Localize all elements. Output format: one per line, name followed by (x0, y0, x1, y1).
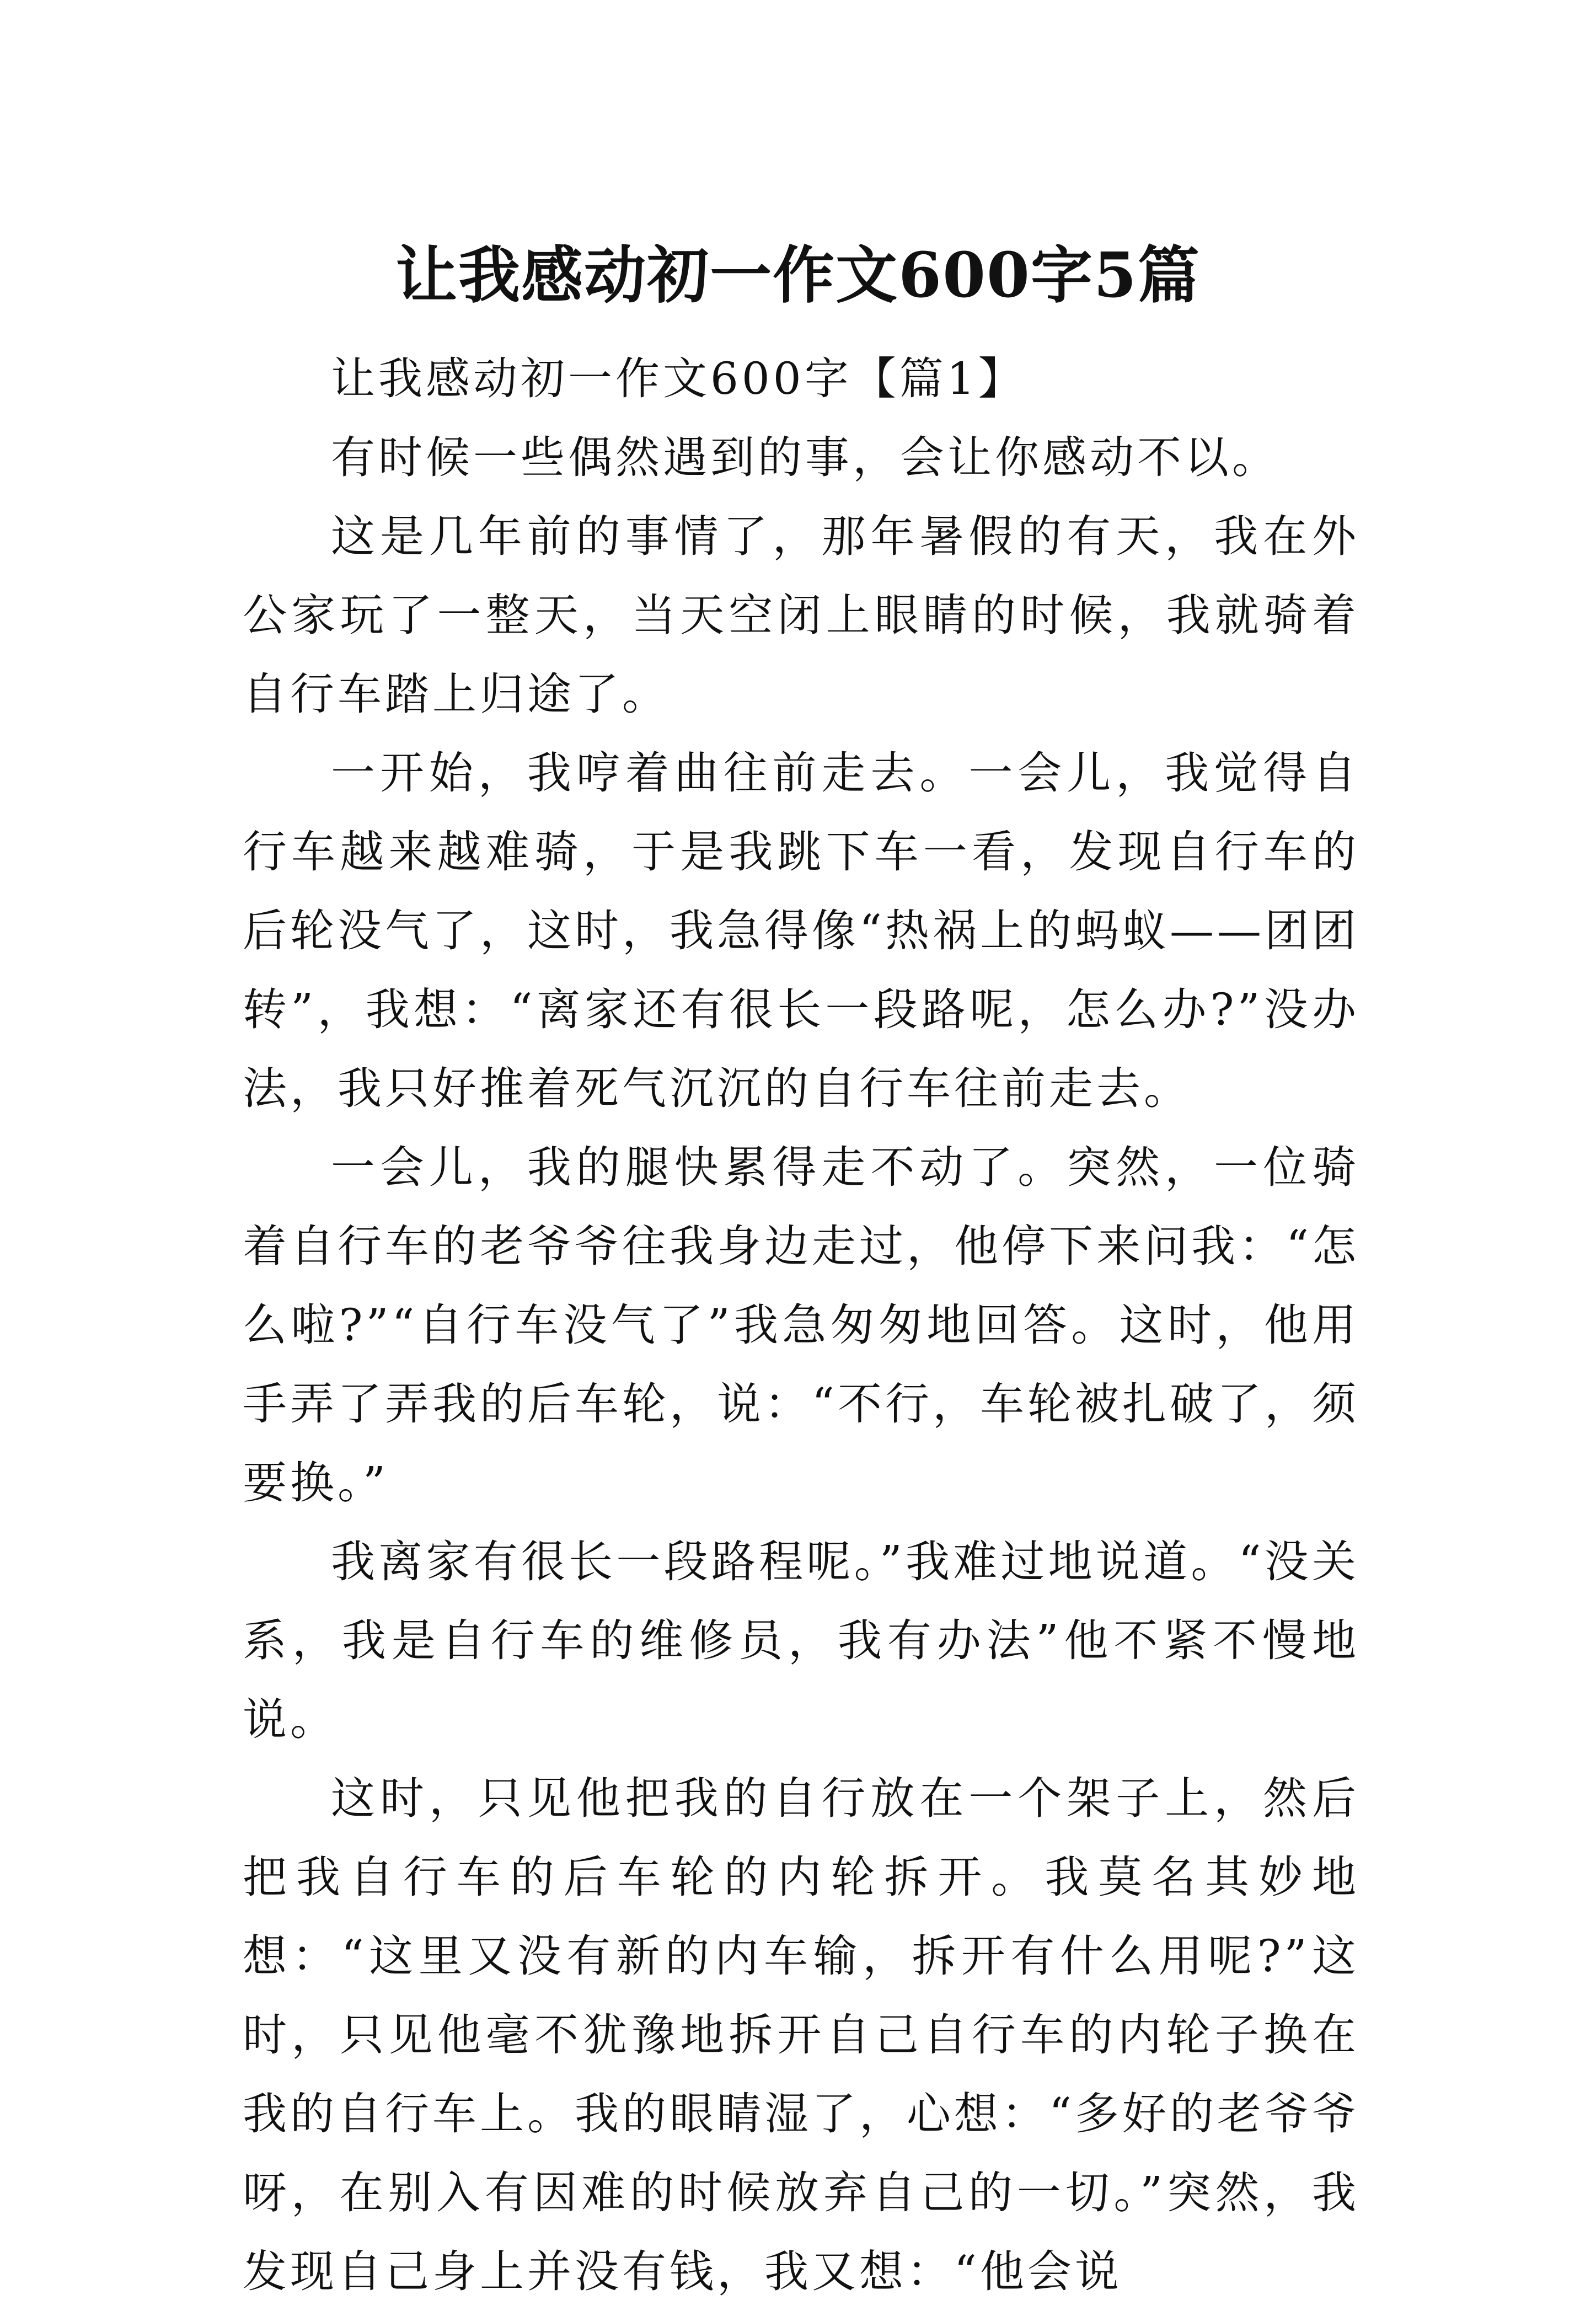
document-title: 让我感动初一作文600字5篇 (395, 239, 1201, 312)
paragraph: 我离家有很长一段路程呢。”我难过地说道。“没关系，我是自行车的维修员，我有办法”他不紧不慢地说。 (243, 1536, 1359, 1745)
paragraph: 这时，只见他把我的自行放在一个架子上，然后把我自行车的后车轮的内轮拆开。我莫名其妙地想：“这里又没有新的内车输，拆开有什么用呢?”这时，只见他毫不犹豫地拆开自己自行车的内轮子换在我的自行车上。我的眼睛湿了，心想：“多好的老爷爷呀，在别入有因难的时候放弃自己的一切。”突然，我发现自己身上并没有钱，我又想：“他会说 (243, 1773, 1359, 2297)
paragraph: 一开始，我哼着曲往前走去。一会儿，我觉得自行车越来越难骑，于是我跳下车一看，发现自行车的后轮没气了，这时，我急得像“热祸上的蚂蚁——团团转”，我想：“离家还有很长一段路呢，怎么办?”没办法，我只好推着死气沉沉的自行车往前走去。 (243, 747, 1359, 1114)
paragraph: 有时候一些偶然遇到的事，会让你感动不以。 (331, 432, 1279, 483)
section-heading: 让我感动初一作文600字【篇1】 (331, 353, 1026, 404)
paragraph: 这是几年前的事情了，那年暑假的有天，我在外公家玩了一整天，当天空闭上眼睛的时候，我就骑着自行车踏上归途了。 (243, 511, 1359, 720)
document-body (243, 339, 1359, 2311)
paragraph: 一会儿，我的腿快累得走不动了。突然，一位骑着自行车的老爷爷往我身边走过，他停下来问我：“怎么啦?”“自行车没气了”我急匆匆地回答。这时，他用手弄了弄我的后车轮，说：“不行，车轮被扎破了，须要换。” (243, 1142, 1359, 1508)
